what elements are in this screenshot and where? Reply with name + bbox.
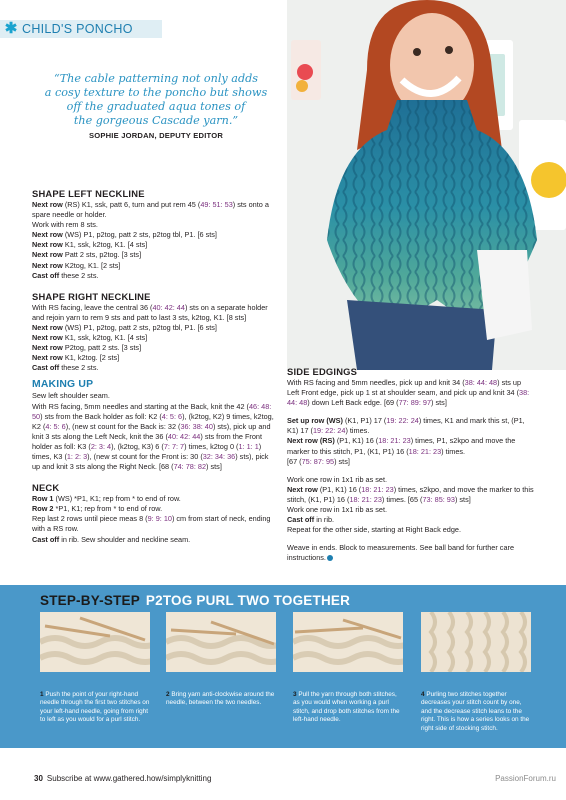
row-text: (WS) P1, p2tog, patt 2 sts, p2tog tbl, P1. [6 sts] (62, 230, 217, 240)
instruction-row: Work with rem 8 sts. (32, 220, 98, 230)
size-values: 75: 87: 95 (301, 456, 335, 466)
instruction-row (32, 343, 278, 353)
step-number: 2 (166, 691, 170, 698)
knitted-swatch-illustration (421, 612, 531, 672)
row-text: ) sts from the Front holder as foll: K3 ( (32, 431, 262, 451)
row-label: Cast off (32, 534, 60, 544)
size-values: 73: 85: 93 (422, 494, 455, 504)
heading-neck: NECK (32, 482, 60, 494)
knitting-needles-illustration (166, 612, 276, 672)
row-label: Row 1 (32, 494, 54, 504)
row-text: K2tog, K1. [2 sts] (62, 260, 121, 270)
size-values: 9: 9: 10 (147, 514, 172, 524)
instruction-row (32, 250, 278, 260)
row-label: Next row (32, 333, 63, 343)
pattern-right-column (287, 364, 535, 564)
instruction-row (32, 271, 278, 281)
step-text-2 (166, 691, 278, 708)
instruction-row (287, 515, 535, 525)
instruction-row (287, 436, 535, 466)
row-text: ) cm from start of neck, ending with a RS row. (32, 514, 271, 534)
row-text: ) down Left Back edge. [69 ( (307, 398, 399, 408)
row-text: Rep last 2 rows until piece meas 8 ( (32, 514, 148, 524)
row-text: With RS facing and 5mm needles, pick up and knit 34 ( (287, 378, 465, 387)
instruction-row (32, 261, 278, 271)
row-text: Patt 2 sts, p2tog. [3 sts] (62, 250, 142, 260)
size-values: 2: 3: 4 (90, 441, 112, 451)
size-values: 1: 2: 3 (66, 451, 88, 461)
instruction-row (32, 303, 278, 323)
instruction-row (287, 485, 535, 505)
row-label: Set up row (WS) (287, 416, 343, 426)
instruction-row (287, 543, 535, 563)
step-by-step-heading (40, 593, 350, 608)
step-photo-1 (40, 612, 150, 672)
heading-side-edgings: SIDE EDGINGS (287, 366, 358, 377)
size-values: 1: 1: 1 (238, 441, 259, 451)
row-label: Next row (32, 343, 63, 353)
row-text: ) sts] (334, 456, 350, 466)
instruction-row (32, 200, 278, 220)
step-text-1 (40, 691, 152, 725)
row-text: ), (k2tog, K3) 6 ( (111, 441, 164, 451)
quote-text (36, 72, 276, 128)
instruction-row: Work one row in 1x1 rib as set. (287, 474, 388, 484)
child-in-poncho-illustration (287, 0, 566, 370)
row-text: With RS facing, 5mm needles and starting at the Back, knit the 42 ( (32, 401, 249, 411)
section-title: CHILD'S PONCHO (22, 22, 133, 36)
row-text: ) sts onto a spare needle or holder. (32, 200, 269, 220)
instruction-row: Repeat for the other side, starting at Right Back edge. (287, 525, 462, 535)
instruction-row (32, 353, 278, 363)
row-text: (P1, K1) 16 ( (317, 484, 362, 494)
heading-shape-right-neckline: SHAPE RIGHT NECKLINE (32, 290, 151, 302)
row-label: Cast off (32, 363, 60, 373)
row-text: K1, ssk, k2tog, K1. [4 sts] (62, 240, 148, 250)
row-text: ) sts] (206, 462, 222, 472)
row-text: ) times, K3 ( (32, 441, 262, 461)
step-description: Purling two stitches together decreases your stitch count by one, and the decrease stitch leans to the right. This is how a series looks on the right side of stocking stitch. (421, 691, 530, 732)
row-text: ), (k2tog, K2) 9 times, k2tog, K2 ( (32, 411, 274, 431)
row-label: Next row (32, 322, 63, 332)
size-values: 36: 38: 40 (180, 421, 213, 431)
instruction-row (32, 504, 278, 514)
row-text: ), (new st count for the Front is: 30 ( (87, 451, 203, 461)
row-text: ) sts from the Back holder as foll: K2 ( (40, 411, 162, 421)
step-by-step-title: STEP-BY-STEP (40, 593, 140, 608)
row-text: these 2 sts. (59, 270, 99, 280)
page-number: 30 (34, 774, 43, 783)
asterisk-icon: ✱ (4, 20, 18, 37)
instruction-row (32, 363, 278, 373)
size-values: 49: 51: 53 (200, 200, 233, 209)
row-text: ) sts up Left Front edge, pick up 1 st at shoulder seam, and pick up and knit 34 ( (287, 378, 522, 398)
step-number: 3 (293, 691, 297, 698)
row-text: ) times, K1 and mark this st, (P1, K1) 17 ( (287, 416, 525, 436)
row-text: ), (new st count for the Back is: 32 ( (65, 421, 181, 431)
row-text: [67 ( (287, 456, 302, 466)
row-text: P2tog, patt 2 sts. [3 sts] (62, 343, 142, 353)
instruction-row (32, 230, 278, 240)
instruction-row (32, 240, 278, 250)
instruction-row (32, 323, 278, 333)
row-text: K1, k2tog. [2 sts] (62, 353, 120, 363)
section-tab (0, 20, 162, 38)
step-photo-2 (166, 612, 276, 672)
row-label: Next row (32, 250, 63, 260)
row-text: ) sts on a separate holder and rejoin yarn to rem 9 sts and patt to last 3 sts, k2tog, K1. [8 sts] (32, 302, 268, 322)
row-text: these 2 sts. (59, 363, 99, 373)
step-photo-4 (421, 612, 531, 672)
quote-author: SOPHIE JORDAN, DEPUTY EDITOR (88, 131, 223, 140)
size-values: 18: 21: 23 (361, 484, 394, 494)
size-values: 40: 42: 44 (152, 302, 185, 312)
poncho-photo (287, 0, 566, 370)
row-text: in rib. (314, 515, 335, 525)
row-text: (WS) *P1, K1; rep from * to end of row. (53, 494, 181, 504)
row-label: Next row (287, 484, 318, 494)
size-values: 19: 22: 24 (386, 416, 419, 426)
row-text: ) times, P1, s2kpo and move the marker to this stitch, P1, (K1, P1) 16 ( (287, 436, 516, 456)
page-footer (34, 774, 211, 783)
pull-quote (36, 72, 276, 140)
quote-line: the gorgeous Cascade yarn.” (73, 114, 239, 127)
instruction-paragraph (287, 378, 535, 408)
row-text: (P1, K1) 16 ( (334, 436, 379, 446)
watermark: PassionForum.ru (495, 774, 556, 783)
instruction-row: Work one row in 1x1 rib as set. (287, 505, 388, 515)
row-label: Next row (32, 353, 63, 363)
step-number: 1 (40, 691, 44, 698)
row-text: With RS facing, leave the central 36 ( (32, 302, 153, 312)
row-text: Weave in ends. Block to measurements. See ball band for further care instructions. (287, 543, 514, 563)
row-text: ) times, k2tog 0 ( (184, 441, 239, 451)
step-number: 4 (421, 691, 425, 698)
row-text: (WS) P1, p2tog, patt 2 sts, p2tog tbl, P1. [6 sts] (62, 322, 217, 332)
step-photo-3 (293, 612, 403, 672)
size-values: 18: 21: 23 (378, 436, 411, 446)
size-values: 4: 5: 6 (161, 411, 183, 421)
size-values: 4: 5: 6 (45, 421, 66, 431)
instruction-row (32, 333, 278, 343)
row-text: ) times, s2kpo, and move the marker to this stitch, (K1, P1) 16 ( (287, 484, 534, 504)
technique-title: P2TOG PURL TWO TOGETHER (145, 593, 351, 608)
instruction-row (32, 535, 278, 545)
size-values: 18: 21: 23 (408, 446, 442, 456)
row-text: ) sts), pick up and knit 3 sts along the Left Neck, knit the 36 ( (32, 421, 271, 441)
knitting-needles-illustration (40, 612, 150, 672)
row-label: Row 2 (32, 504, 54, 514)
row-text: ) sts] (454, 494, 471, 504)
step-text-4 (421, 691, 533, 733)
size-values: 19: 22: 24 (312, 426, 346, 436)
quote-line: off the graduated aqua tones of (66, 100, 246, 113)
row-label: Next row (32, 200, 63, 209)
instruction-row: Sew left shoulder seam. (32, 391, 110, 401)
size-values: 7: 7: 7 (163, 441, 185, 451)
row-text: (K1, P1) 17 ( (342, 416, 387, 426)
knitting-needles-illustration (293, 612, 403, 672)
quote-line: “The cable patterning not only adds (53, 72, 259, 85)
step-description: Bring yarn anti-clockwise around the needle, between the two needles. (166, 691, 275, 707)
size-values: 38: 44: 48 (464, 378, 498, 387)
size-values: 77: 89: 97 (398, 398, 432, 408)
heading-making-up: MAKING UP (32, 379, 94, 391)
size-values: 38: 44: 48 (287, 388, 530, 408)
row-label: Next row (32, 240, 63, 250)
size-values: 46: 48: 50 (32, 401, 272, 421)
size-values: 32: 34: 36 (202, 451, 236, 461)
row-text: *P1, K1; rep from * to end of row. (53, 504, 163, 514)
row-text: K1, ssk, k2tog, K1. [4 sts] (62, 333, 148, 343)
row-text: ) sts), pick up and knit 3 sts along the Right Neck. [68 ( (32, 451, 269, 472)
row-text: ) times. [65 ( (381, 494, 423, 504)
quote-line: a cosy texture to the poncho but shows (44, 86, 268, 99)
step-by-step-panel (0, 585, 566, 748)
heading-shape-left-neckline: SHAPE LEFT NECKLINE (32, 188, 145, 199)
subscribe-link[interactable]: Subscribe at www.gathered.how/simplyknitting (46, 774, 212, 783)
size-values: 40: 42: 44 (167, 431, 201, 441)
size-values: 74: 78: 82 (173, 462, 207, 472)
pattern-left-column (32, 186, 278, 545)
size-values: 18: 21: 23 (349, 494, 382, 504)
row-label: Next row (RS) (287, 436, 335, 446)
row-text: (RS) K1, ssk, patt 6, turn and put rem 45 ( (62, 200, 201, 209)
row-label: Cast off (287, 515, 315, 525)
end-mark-icon (327, 555, 333, 561)
step-description: Push the point of your right-hand needle through the first two stitches on your left-hand needle, going from right to left as you would for a purl stitch. (40, 691, 150, 724)
row-label: Cast off (32, 270, 60, 280)
step-text-3 (293, 691, 405, 725)
row-label: Next row (32, 230, 63, 240)
instruction-row (32, 494, 278, 504)
instruction-paragraph (32, 402, 278, 473)
row-label: Next row (32, 260, 63, 270)
row-text: ) sts] (431, 398, 447, 408)
row-text: ) times. (345, 426, 370, 436)
row-text: in rib. Sew shoulder and neckline seam. (59, 534, 191, 544)
row-text: ) times. (441, 446, 466, 456)
instruction-row (32, 514, 278, 534)
step-description: Pull the yarn through both stitches, as you would when working a purl stitch, and drop both stitches from the left-hand needle. (293, 691, 400, 724)
instruction-row (287, 416, 535, 436)
